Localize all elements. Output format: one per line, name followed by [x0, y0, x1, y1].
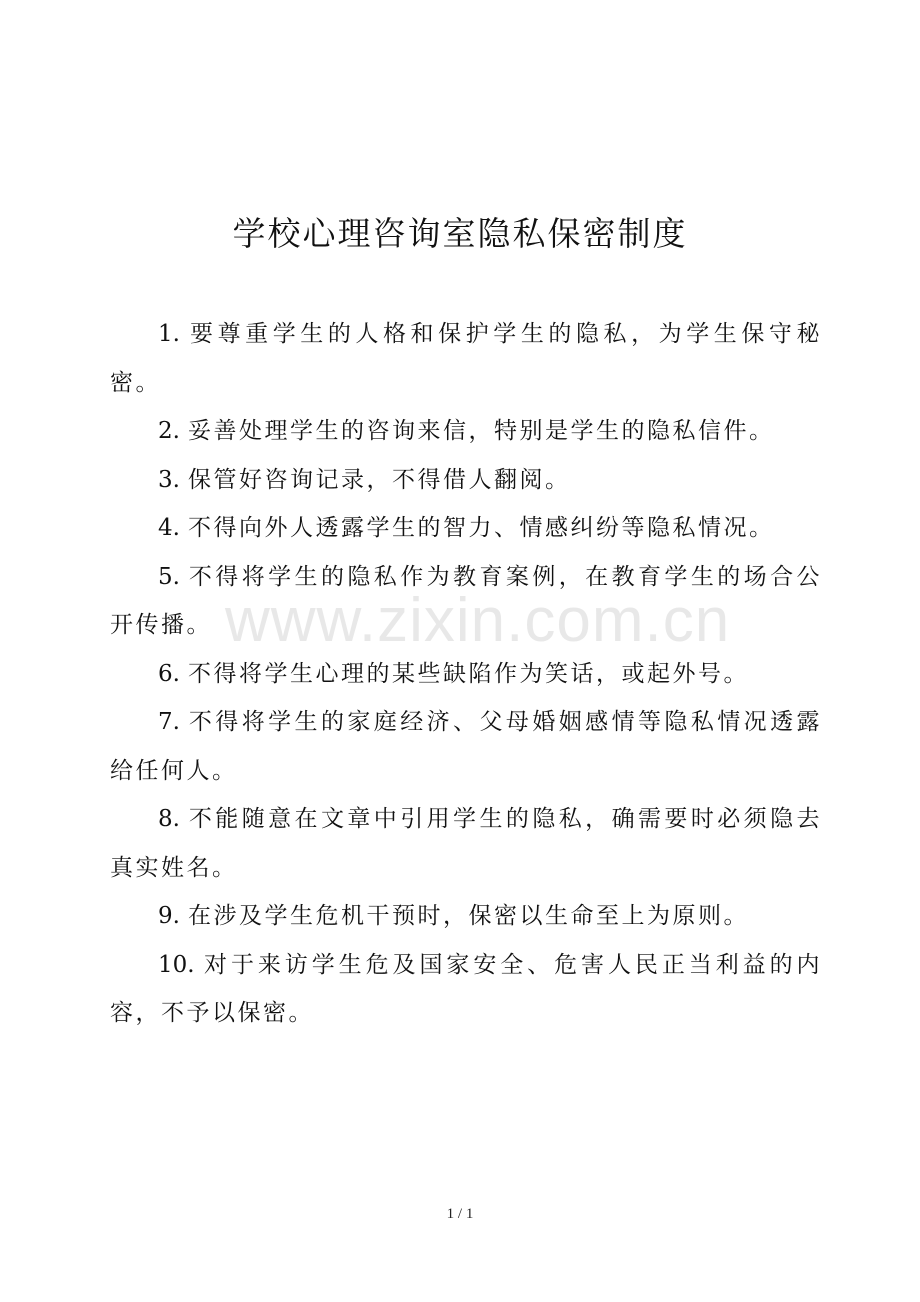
list-item [110, 795, 822, 892]
item-number: 2. [158, 418, 180, 444]
item-text: 不得向外人透露学生的智力、情感纠纷等隐私情况。 [187, 515, 775, 541]
item-text: 不能随意在文章中引用学生的隐私，确需要时必须隐去真实姓名。 [110, 806, 822, 881]
item-text: 在涉及学生危机干预时，保密以生命至上为原则。 [187, 903, 749, 929]
item-number: 1. [158, 321, 180, 347]
item-number: 5. [158, 563, 180, 590]
list-item [110, 698, 822, 795]
list-item [110, 310, 822, 407]
item-text: 保管好咨询记录，不得借人翻阅。 [187, 466, 571, 493]
list-item [110, 504, 822, 553]
list-item [110, 456, 822, 505]
list-item [110, 892, 822, 941]
list-item [110, 407, 822, 456]
item-number: 4. [158, 515, 180, 541]
item-text: 不得将学生的家庭经济、父母婚姻感情等隐私情况透露给任何人。 [110, 709, 822, 784]
document-title: 学校心理咨询室隐私保密制度 [232, 214, 688, 253]
item-text: 要尊重学生的人格和保护学生的隐私，为学生保守秘密。 [110, 321, 822, 396]
item-number: 6. [158, 660, 180, 687]
document-body [110, 310, 822, 1038]
item-text: 妥善处理学生的咨询来信，特别是学生的隐私信件。 [187, 418, 775, 444]
item-number: 7. [158, 709, 180, 735]
item-number: 9. [158, 903, 180, 929]
list-item [110, 941, 822, 1038]
list-item [110, 650, 822, 699]
watermark: www.zixin.com.cn [225, 586, 731, 655]
item-text: 对于来访学生危及国家安全、危害人民正当利益的内容，不予以保密。 [110, 951, 822, 1026]
page-number: 1 / 1 [446, 1206, 474, 1222]
item-text: 不得将学生的隐私作为教育案例，在教育学生的场合公开传播。 [110, 563, 822, 638]
item-number: 10. [158, 951, 195, 978]
list-item [110, 553, 822, 650]
item-number: 8. [158, 806, 180, 832]
item-text: 不得将学生心理的某些缺陷作为笑话，或起外号。 [187, 660, 749, 687]
item-number: 3. [158, 466, 180, 493]
